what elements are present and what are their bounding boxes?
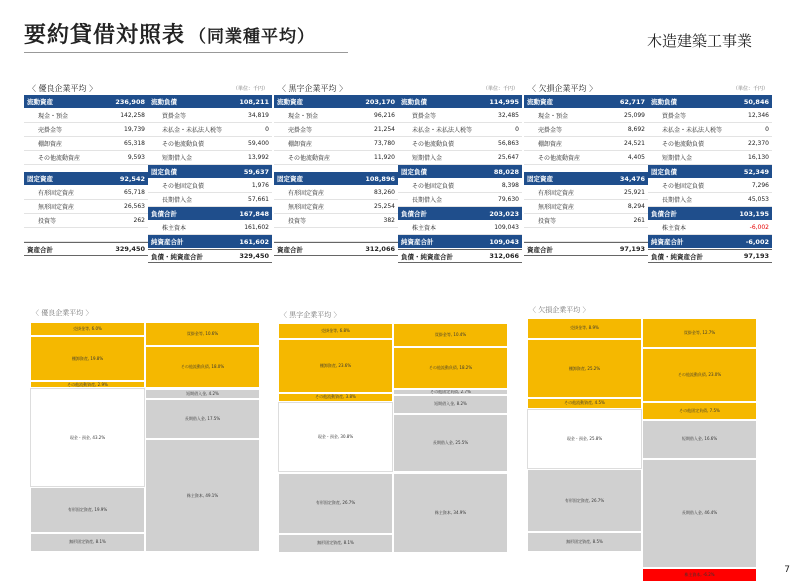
row-label: 買掛金等 [162, 113, 187, 120]
row-value: 45,053 [748, 196, 769, 203]
bs-panel [24, 81, 272, 263]
table-row [148, 179, 272, 193]
row-value: 25,254 [374, 203, 395, 210]
chart-segment: その他流動負債, 18.2% [393, 347, 508, 389]
chart-segment: 長期借入金, 17.5% [145, 399, 260, 439]
chart-segment: その他流動資産, 4.5% [527, 398, 642, 409]
liabilities-column [648, 95, 772, 263]
row-label: 現金・預金 [38, 113, 69, 120]
row-label: 買掛金等 [412, 113, 437, 120]
row-value: 312,066 [489, 252, 519, 260]
table-row [24, 165, 148, 172]
assets-column [274, 95, 398, 263]
bs-panel [524, 81, 772, 263]
table-row [524, 165, 648, 172]
row-value: 12,346 [748, 112, 769, 119]
bs-panel-title: 〈 欠損企業平均 〉 [528, 84, 598, 93]
row-value: 312,066 [365, 245, 395, 253]
row-value: 52,349 [743, 167, 769, 176]
row-label: 資産合計 [27, 245, 53, 254]
row-value: 1,976 [251, 182, 269, 189]
table-row [648, 235, 772, 249]
row-value: 62,717 [619, 97, 645, 106]
bs-panel-header [24, 81, 272, 95]
assets-column [24, 95, 148, 263]
row-value: 96,216 [374, 112, 395, 119]
table-row [398, 109, 522, 123]
row-value: 0 [765, 126, 769, 133]
table-row [274, 165, 398, 172]
row-label: その他流動資産 [538, 155, 581, 162]
row-label: その他固定負債 [412, 183, 455, 190]
row-label: その他固定負債 [662, 183, 705, 190]
table-row [148, 207, 272, 221]
table-row [524, 95, 648, 109]
row-value: 7,296 [751, 182, 769, 189]
table-row [148, 151, 272, 165]
row-label: 固定負債 [401, 168, 427, 176]
chart-segment: その他流動負債, 18.0% [145, 346, 260, 387]
table-row [148, 193, 272, 207]
row-value: 22,370 [748, 140, 769, 147]
row-value: 97,193 [619, 245, 645, 253]
row-value: 19,739 [124, 126, 145, 133]
bs-panel-title: 〈 黒字企業平均 〉 [278, 84, 348, 93]
row-value: 92,542 [119, 174, 145, 183]
row-label: 棚卸資産 [538, 141, 563, 148]
row-value: 21,254 [374, 126, 395, 133]
row-value: 24,521 [624, 140, 645, 147]
chart-segment: 売掛金等, 6.8% [278, 323, 393, 339]
chart-segment: 現金・預金, 30.8% [278, 402, 393, 473]
table-row [24, 186, 148, 200]
table-row [24, 137, 148, 151]
table-row [524, 200, 648, 214]
row-value: -6,002 [745, 237, 769, 246]
row-label: 棚卸資産 [288, 141, 313, 148]
row-value: 59,637 [243, 167, 269, 176]
table-row [648, 109, 772, 123]
chart-segment: 投資等, 0.1% [278, 553, 393, 555]
table-row [398, 193, 522, 207]
table-row [148, 221, 272, 235]
liabilities-column [398, 95, 522, 263]
table-row [648, 207, 772, 221]
table-row [648, 249, 772, 263]
row-value: 9,593 [127, 154, 145, 161]
row-value: 11,920 [374, 154, 395, 161]
table-row [648, 193, 772, 207]
chart-segment: 投資等, 0.1% [30, 552, 145, 554]
row-label: 負債・純資産合計 [651, 252, 703, 261]
bs-chart-area [30, 322, 260, 552]
row-label: 未払金・未払法人税等 [162, 127, 223, 134]
table-row [274, 186, 398, 200]
title-underline [24, 52, 348, 53]
chart-segment: 長期借入金, 25.5% [393, 414, 508, 473]
row-value: 88,028 [493, 167, 519, 176]
assets-column [524, 95, 648, 263]
row-label: 流動負債 [401, 98, 427, 106]
chart-segment: 現金・預金, 25.8% [527, 409, 642, 470]
row-value: 57,661 [248, 196, 269, 203]
row-label: 短期借入金 [412, 155, 443, 162]
chart-segment: 長期借入金, 46.4% [642, 459, 757, 568]
row-value: 161,602 [239, 237, 269, 246]
row-value: 65,718 [124, 189, 145, 196]
bs-panel [274, 81, 522, 263]
row-value: 203,023 [489, 209, 519, 218]
page-number: 7 [784, 565, 790, 575]
row-label: 負債合計 [651, 210, 677, 218]
chart-segment: その他流動資産, 2.9% [30, 381, 145, 388]
row-value: 161,602 [244, 224, 269, 231]
row-label: 買掛金等 [662, 113, 687, 120]
chart-segment: 無形固定資産, 8.1% [278, 534, 393, 553]
row-value: 203,170 [365, 97, 395, 106]
row-value: 142,258 [120, 112, 145, 119]
table-row [148, 137, 272, 151]
row-label: 純資産合計 [651, 238, 684, 246]
liabilities-column [148, 95, 272, 263]
table-row [524, 242, 648, 256]
chart-segment: 現金・預金, 43.2% [30, 388, 145, 487]
row-label: 短期借入金 [662, 155, 693, 162]
row-value: 261 [633, 217, 645, 224]
page-subtitle: （同業種平均） [189, 27, 316, 47]
row-label: 負債・純資産合計 [401, 252, 453, 261]
table-row [648, 123, 772, 137]
table-row [24, 109, 148, 123]
row-value: 34,476 [619, 174, 645, 183]
table-row [648, 179, 772, 193]
page-title [24, 18, 315, 49]
chart-segment: 買掛金等, 12.7% [642, 318, 757, 348]
chart-segment: 棚卸資産, 19.8% [30, 336, 145, 382]
chart-segment: その他流動負債, 23.0% [642, 348, 757, 402]
chart-segment: その他流動資産, 3.8% [278, 393, 393, 402]
chart-segment: その他固定負債, 2.7% [393, 389, 508, 395]
row-value: 8,398 [501, 182, 519, 189]
row-label: 短期借入金 [162, 155, 193, 162]
row-value: 114,995 [489, 97, 519, 106]
table-row [398, 179, 522, 193]
table-row [274, 123, 398, 137]
bs-chart-area [278, 323, 508, 553]
chart-segment: 有形固定資産, 19.9% [30, 487, 145, 533]
table-row [524, 123, 648, 137]
table-row [24, 214, 148, 228]
row-value: 8,692 [627, 126, 645, 133]
table-row [148, 249, 272, 263]
row-label: 負債・純資産合計 [151, 252, 203, 261]
row-value: 103,195 [739, 209, 769, 218]
row-value: 73,780 [374, 140, 395, 147]
table-row [148, 109, 272, 123]
industry-name: 木造建築工事業 [646, 32, 752, 50]
table-row [24, 228, 148, 242]
row-label: 長期借入金 [162, 197, 193, 204]
row-value: 50,846 [743, 97, 769, 106]
table-row [398, 165, 522, 179]
table-row [398, 221, 522, 235]
row-label: 長期借入金 [662, 197, 693, 204]
table-row [148, 95, 272, 109]
row-value: 109,043 [489, 237, 519, 246]
row-label: その他流動資産 [38, 155, 81, 162]
row-label: 純資産合計 [151, 238, 184, 246]
table-row [148, 165, 272, 179]
table-row [274, 228, 398, 242]
chart-segment: 買掛金等, 10.4% [393, 323, 508, 347]
row-label: 固定資産 [527, 175, 553, 183]
row-value: 167,848 [239, 209, 269, 218]
chart-segment: 買掛金等, 10.6% [145, 322, 260, 346]
row-label: 売掛金等 [38, 127, 63, 134]
chart-segment: 棚卸資産, 23.6% [278, 339, 393, 393]
row-value: 262 [133, 217, 145, 224]
row-value: 25,921 [624, 189, 645, 196]
table-row [398, 95, 522, 109]
table-row [274, 109, 398, 123]
table-row [648, 95, 772, 109]
table-row [524, 137, 648, 151]
row-label: 有形固定資産 [538, 190, 575, 197]
chart-segment: 短期借入金, 16.6% [642, 420, 757, 459]
row-value: 329,450 [115, 245, 145, 253]
table-row [274, 200, 398, 214]
table-row [24, 172, 148, 186]
row-label: 資産合計 [527, 245, 553, 254]
bs-panel-header [274, 81, 522, 95]
row-label: 流動負債 [151, 98, 177, 106]
row-label: 流動資産 [27, 98, 53, 106]
chart-segment: 有形固定資産, 26.7% [527, 469, 642, 532]
row-label: 投資等 [38, 218, 57, 225]
chart-segment: 無形固定資産, 8.1% [30, 533, 145, 552]
row-label: 売掛金等 [288, 127, 313, 134]
table-row [398, 123, 522, 137]
row-value: 109,043 [494, 224, 519, 231]
row-label: 固定負債 [151, 168, 177, 176]
row-value: 56,863 [498, 140, 519, 147]
table-row [398, 235, 522, 249]
row-value: 83,260 [374, 189, 395, 196]
row-value: 16,130 [748, 154, 769, 161]
row-label: 株主資本 [662, 225, 687, 232]
chart-segment: 投資等, 0.3% [527, 552, 642, 554]
row-label: 固定資産 [277, 175, 303, 183]
row-label: 株主資本 [162, 225, 187, 232]
row-label: 投資等 [538, 218, 557, 225]
chart-segment: 有形固定資産, 26.7% [278, 473, 393, 534]
table-row [524, 109, 648, 123]
table-row [524, 151, 648, 165]
chart-segment: 株主資本, 49.1% [145, 439, 260, 552]
bs-panel-title: 〈 優良企業平均 〉 [28, 84, 98, 93]
row-value: 79,630 [498, 196, 519, 203]
bs-panel-unit: （単位：千円） [732, 86, 768, 92]
chart-segment: 短期借入金, 4.2% [145, 389, 260, 399]
bs-chart-title: 〈 黒字企業平均 〉 [280, 311, 341, 319]
table-row [274, 137, 398, 151]
chart-segment: 無形固定資産, 8.5% [527, 532, 642, 552]
chart-segment: 棚卸資産, 25.2% [527, 339, 642, 398]
table-row [524, 228, 648, 242]
row-label: 固定資産 [27, 175, 53, 183]
row-label: その他固定負債 [162, 183, 205, 190]
table-row [274, 242, 398, 256]
table-row [648, 137, 772, 151]
table-row [524, 214, 648, 228]
bs-table [524, 95, 772, 263]
table-row [148, 235, 272, 249]
chart-segment: 株主資本, 34.9% [393, 473, 508, 553]
table-row [398, 151, 522, 165]
row-label: 現金・預金 [538, 113, 569, 120]
table-row [24, 200, 148, 214]
row-label: 無形固定資産 [38, 204, 75, 211]
row-label: 株主資本 [412, 225, 437, 232]
row-label: その他流動負債 [412, 141, 455, 148]
row-label: 負債合計 [151, 210, 177, 218]
chart-segment: 売掛金等, 6.0% [30, 322, 145, 336]
bs-panel-unit: （単位：千円） [232, 86, 268, 92]
row-label: 投資等 [288, 218, 307, 225]
table-row [398, 137, 522, 151]
row-value: 8,294 [627, 203, 645, 210]
row-value: 0 [515, 126, 519, 133]
row-value: -6,002 [749, 224, 769, 231]
row-value: 13,992 [248, 154, 269, 161]
chart-segment: その他固定負債, 7.5% [642, 402, 757, 420]
bs-chart-title: 〈 欠損企業平均 〉 [529, 306, 590, 314]
table-row [274, 214, 398, 228]
row-value: 97,193 [743, 252, 769, 260]
row-label: 流動資産 [277, 98, 303, 106]
row-value: 65,318 [124, 140, 145, 147]
row-value: 25,099 [624, 112, 645, 119]
chart-segment: 売掛金等, 8.9% [527, 318, 642, 339]
row-value: 34,819 [248, 112, 269, 119]
row-value: 25,647 [498, 154, 519, 161]
table-row [274, 151, 398, 165]
table-row [274, 95, 398, 109]
table-row [24, 151, 148, 165]
table-row [24, 95, 148, 109]
bs-table [24, 95, 272, 263]
row-label: 負債合計 [401, 210, 427, 218]
row-label: 無形固定資産 [288, 204, 325, 211]
row-label: 無形固定資産 [538, 204, 575, 211]
row-value: 32,485 [498, 112, 519, 119]
row-label: 長期借入金 [412, 197, 443, 204]
bs-chart-area [527, 318, 757, 577]
table-row [648, 151, 772, 165]
bs-chart-title: 〈 優良企業平均 〉 [32, 309, 93, 317]
row-value: 329,450 [239, 252, 269, 260]
row-label: 棚卸資産 [38, 141, 63, 148]
row-value: 236,908 [115, 97, 145, 106]
table-row [24, 123, 148, 137]
table-row [648, 165, 772, 179]
row-value: 108,211 [239, 97, 269, 106]
bs-panel-unit: （単位：千円） [482, 86, 518, 92]
row-label: その他流動資産 [288, 155, 331, 162]
table-row [524, 186, 648, 200]
row-label: 流動負債 [651, 98, 677, 106]
row-label: 有形固定資産 [288, 190, 325, 197]
row-label: 現金・預金 [288, 113, 319, 120]
bs-panel-header [524, 81, 772, 95]
chart-segment: 株主資本, -6.2% [642, 568, 757, 583]
table-row [398, 249, 522, 263]
table-row [648, 221, 772, 235]
row-value: 382 [383, 217, 395, 224]
row-label: その他流動負債 [662, 141, 705, 148]
chart-segment: 短期借入金, 8.2% [393, 395, 508, 414]
row-value: 108,896 [365, 174, 395, 183]
row-value: 0 [265, 126, 269, 133]
table-row [24, 242, 148, 256]
table-row [148, 123, 272, 137]
row-label: 資産合計 [277, 245, 303, 254]
row-label: 固定負債 [651, 168, 677, 176]
row-value: 26,563 [124, 203, 145, 210]
row-label: 未払金・未払法人税等 [662, 127, 723, 134]
bs-table [274, 95, 522, 263]
row-label: 有形固定資産 [38, 190, 75, 197]
row-value: 4,405 [627, 154, 645, 161]
row-value: 59,400 [248, 140, 269, 147]
table-row [398, 207, 522, 221]
row-label: 売掛金等 [538, 127, 563, 134]
table-row [274, 172, 398, 186]
row-label: 純資産合計 [401, 238, 434, 246]
row-label: 流動資産 [527, 98, 553, 106]
table-row [524, 172, 648, 186]
page-title-main: 要約貸借対照表 [24, 23, 186, 48]
row-label: その他流動負債 [162, 141, 205, 148]
row-label: 未払金・未払法人税等 [412, 127, 473, 134]
